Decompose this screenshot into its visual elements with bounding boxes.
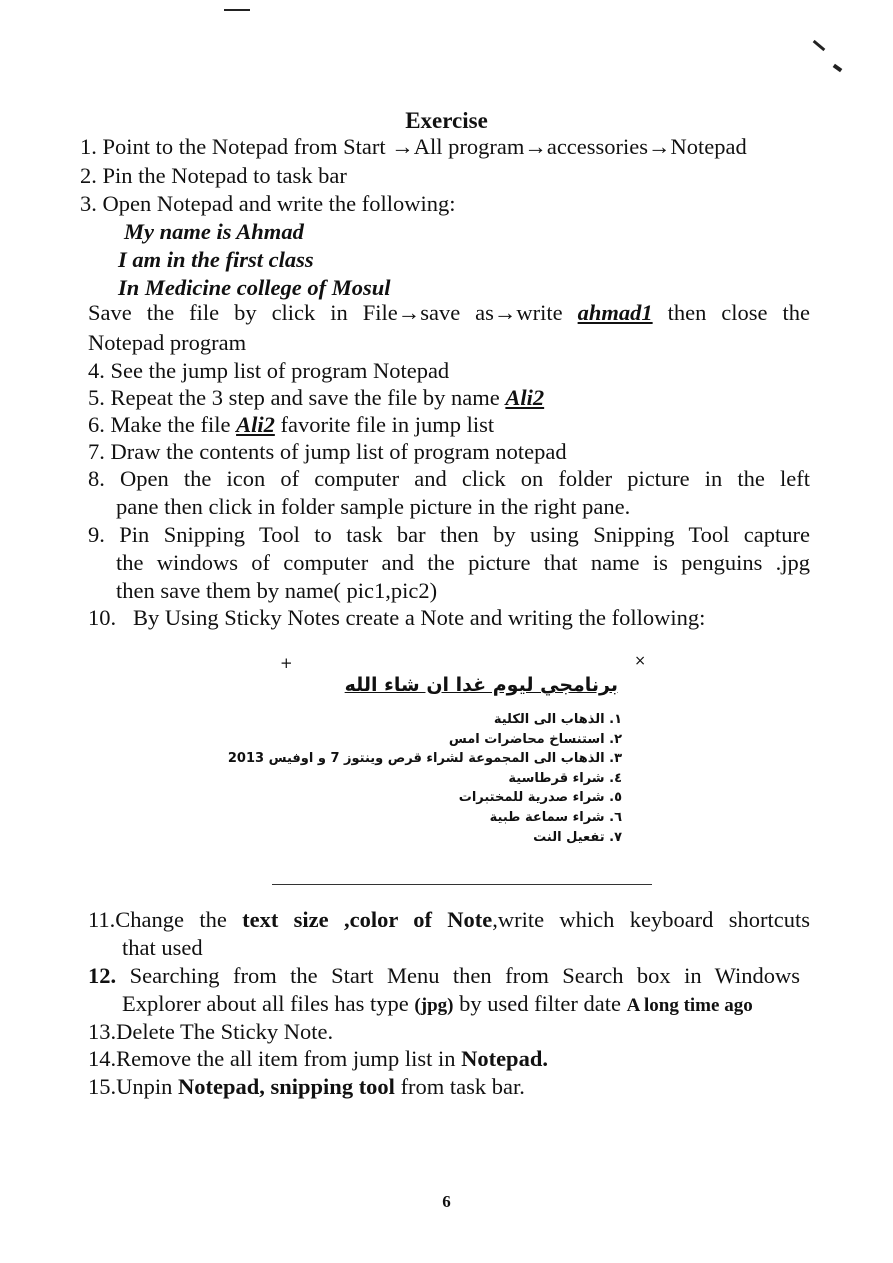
scan-mark-top (224, 9, 250, 11)
item-12: 12. Searching from the Start Menu then from Search box in Windows (88, 963, 800, 988)
item-2: 2. Pin the Notepad to task bar (80, 163, 347, 188)
item-10: 10. By Using Sticky Notes create a Note and writing the following: (88, 605, 706, 630)
item-15: 15.Unpin Notepad, snipping tool from task bar. (88, 1074, 525, 1099)
note-item: ٢. استنساخ محاضرات امس (448, 731, 622, 747)
add-note-icon: + (280, 654, 293, 672)
item-9-line-3: then save them by name( pic1,pic2) (116, 578, 438, 603)
note-heading: برنامجي ليوم غدا ان شاء الله (344, 674, 618, 696)
filename-ali2: Ali2 (236, 412, 275, 437)
save-instruction: Save the file by click in File→save as→write ahmad1 then close the (88, 300, 810, 325)
item-4: 4. See the jump list of program Notepad (88, 358, 450, 383)
filename-ali2: Ali2 (505, 385, 545, 410)
item-3: 3. Open Notepad and write the following: (80, 191, 456, 216)
save-instruction-line-2: Notepad program (88, 330, 247, 355)
sticky-note-image (227, 652, 652, 885)
item-5: 5. Repeat the 3 step and save the file by name Ali2 (88, 385, 545, 410)
item-9: 9. Pin Snipping Tool to task bar then by using Snipping Tool capture (88, 522, 810, 547)
arrow-icon: → (648, 134, 671, 159)
exercise-title: Exercise (405, 108, 488, 133)
item-12-line-2: Explorer about all files has type (jpg) by used filter date A long time ago (122, 991, 753, 1016)
close-icon: × (634, 653, 646, 669)
item-8: 8. Open the icon of computer and click on folder picture in the left (88, 466, 811, 491)
item-9-line-2: the windows of computer and the picture that name is penguins .jpg (116, 550, 810, 575)
scan-mark-corner-2 (833, 64, 843, 72)
notepad-text-line-3: In Medicine college of Mosul (118, 275, 391, 300)
filename-ahmad1: ahmad1 (577, 300, 653, 325)
item-7: 7. Draw the contents of jump list of program notepad (88, 439, 567, 464)
item-14: 14.Remove the all item from jump list in Notepad. (88, 1046, 548, 1071)
note-list (228, 710, 622, 847)
item-11: 11.Change the text size ,color of Note,write which keyboard shortcuts (88, 907, 810, 932)
arrow-icon: → (397, 300, 421, 325)
arrow-icon: → (493, 300, 517, 325)
note-item: ٦. شراء سماعة طبية (489, 809, 622, 825)
page-number: 6 (442, 1192, 451, 1211)
scan-mark-corner (813, 40, 826, 51)
item-6: 6. Make the file Ali2 favorite file in jump list (88, 412, 495, 437)
item-8-line-2: pane then click in folder sample picture in the right pane. (116, 494, 631, 519)
note-item: ٧. تفعيل النت (533, 829, 622, 845)
item-1: 1. Point to the Notepad from Start →All program→accessories→Notepad (80, 134, 747, 159)
note-item: ٥. شراء صدرية للمختبرات (458, 790, 622, 806)
note-item: ٣. الذهاب الى المجموعة لشراء قرص وينتوز 7 و اوفيس 2013 (227, 751, 622, 767)
notepad-text-line-2: I am in the first class (118, 247, 314, 272)
item-11-line-2: that used (122, 935, 203, 960)
notepad-text-line-1: My name is Ahmad (124, 219, 304, 244)
note-item: ٤. شراء قرطاسية (508, 770, 622, 786)
arrow-icon: → (524, 134, 547, 159)
note-item: ١. الذهاب الى الكلية (493, 712, 622, 727)
arrow-icon: → (391, 134, 414, 159)
item-13: 13.Delete The Sticky Note. (88, 1019, 334, 1044)
